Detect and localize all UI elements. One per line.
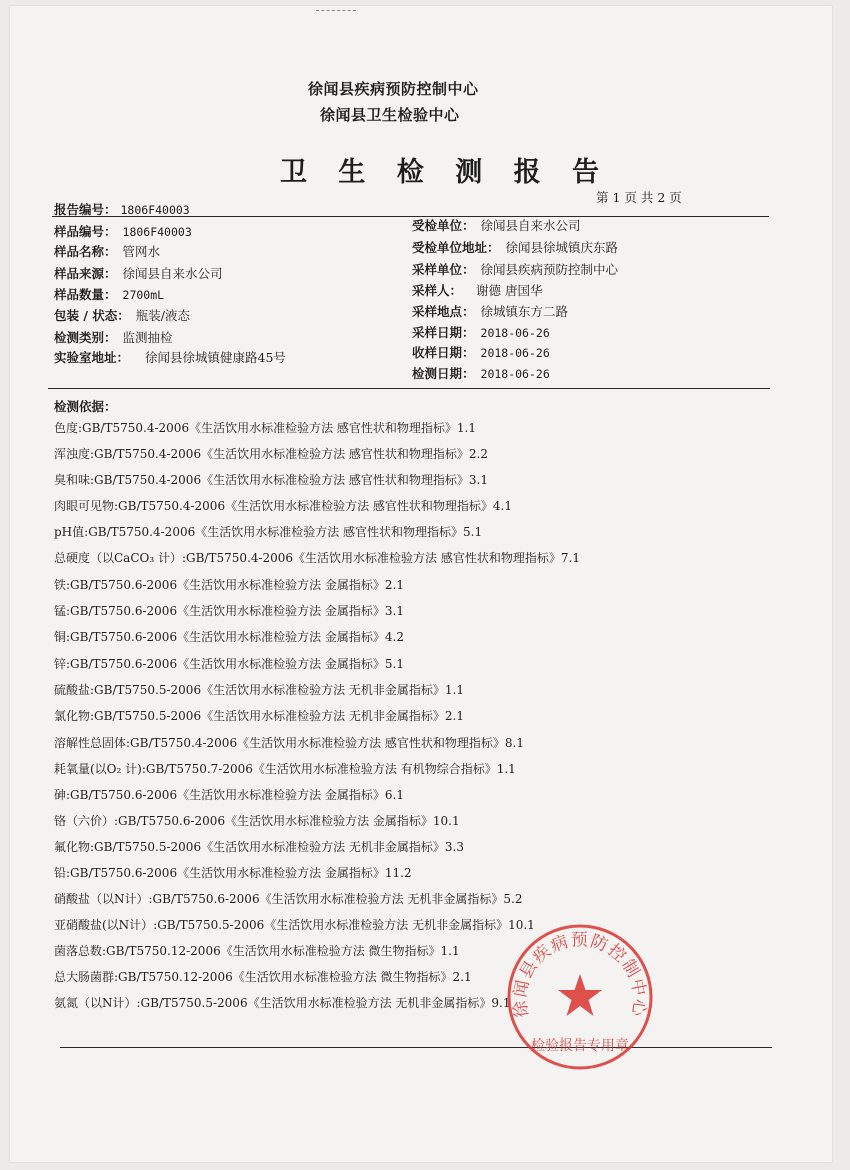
field-value: 徐闻县徐城镇庆东路 bbox=[505, 240, 619, 255]
info-field bbox=[54, 348, 286, 366]
field-label: 样品数量： bbox=[54, 287, 117, 302]
org-name-primary: 徐闻县疾病预防控制中心 bbox=[308, 80, 479, 98]
info-field bbox=[54, 222, 192, 240]
info-field bbox=[412, 343, 550, 361]
basis-item: 耗氧量(以O₂ 计):GB/T5750.7-2006《生活饮用水标准检验方法 有机物综合指标》1.1 bbox=[54, 762, 516, 776]
field-value: 瓶装/液态 bbox=[135, 308, 190, 323]
info-field bbox=[54, 264, 223, 282]
field-value: 2018-06-26 bbox=[480, 326, 550, 340]
basis-item: 总硬度（以CaCO₃ 计）:GB/T5750.4-2006《生活饮用水标准检验方法 感官性状和物理指标》7.1 bbox=[54, 551, 580, 565]
field-label: 受检单位地址： bbox=[412, 240, 500, 255]
basis-item: 亚硝酸盐(以N计）:GB/T5750.5-2006《生活饮用水标准检验方法 无机非金属指标》10.1 bbox=[54, 918, 535, 932]
field-value: 徐闻县徐城镇健康路45号 bbox=[145, 350, 286, 365]
info-field bbox=[412, 364, 550, 382]
basis-item: 硝酸盐（以N计）:GB/T5750.6-2006《生活饮用水标准检验方法 无机非金属指标》5.2 bbox=[54, 892, 523, 906]
field-label: 采样单位： bbox=[412, 262, 475, 277]
field-label: 受检单位： bbox=[412, 218, 475, 233]
basis-item: 铬（六价）:GB/T5750.6-2006《生活饮用水标准检验方法 金属指标》10.1 bbox=[54, 814, 460, 828]
info-field bbox=[54, 328, 173, 346]
field-value: 徐闻县自来水公司 bbox=[480, 218, 581, 233]
field-label: 样品名称： bbox=[54, 244, 117, 259]
basis-item: 氟化物:GB/T5750.5-2006《生活饮用水标准检验方法 无机非金属指标》3.3 bbox=[54, 840, 464, 854]
basis-item: 铁:GB/T5750.6-2006《生活饮用水标准检验方法 金属指标》2.1 bbox=[54, 578, 404, 592]
field-value: 谢德 唐国华 bbox=[476, 283, 543, 298]
field-value: 2018-06-26 bbox=[480, 346, 550, 360]
field-value: 管网水 bbox=[122, 244, 161, 259]
seal-inner-text: 检验报告专用章 bbox=[531, 1038, 629, 1054]
basis-item: 氨氮（以N计）:GB/T5750.5-2006《生活饮用水标准检验方法 无机非金属指标》9.1 bbox=[54, 996, 511, 1010]
info-field bbox=[412, 238, 618, 256]
report-number-label: 报告编号： bbox=[54, 202, 117, 217]
basis-item: 氯化物:GB/T5750.5-2006《生活饮用水标准检验方法 无机非金属指标》2.1 bbox=[54, 709, 464, 723]
field-label: 采样日期： bbox=[412, 325, 475, 340]
scan-mark bbox=[316, 10, 356, 11]
basis-item: 臭和味:GB/T5750.4-2006《生活饮用水标准检验方法 感官性状和物理指标》3.1 bbox=[54, 473, 488, 487]
field-value: 1806F40003 bbox=[122, 225, 192, 239]
report-number-value: 1806F40003 bbox=[120, 203, 190, 217]
basis-item: 溶解性总固体:GB/T5750.4-2006《生活饮用水标准检验方法 感官性状和物理指标》8.1 bbox=[54, 736, 524, 750]
basis-item: 砷:GB/T5750.6-2006《生活饮用水标准检验方法 金属指标》6.1 bbox=[54, 788, 404, 802]
field-value: 2700mL bbox=[122, 288, 165, 302]
seal-outer-text: 徐闻县疾病预防控制中心 bbox=[510, 930, 650, 1019]
report-title: 卫 生 检 测 报 告 bbox=[280, 157, 610, 188]
basis-item: 总大肠菌群:GB/T5750.12-2006《生活饮用水标准检验方法 微生物指标》2.1 bbox=[54, 970, 472, 984]
info-field bbox=[412, 216, 581, 234]
info-field bbox=[412, 323, 550, 341]
field-label: 样品来源： bbox=[54, 266, 117, 281]
field-label: 实验室地址： bbox=[54, 350, 130, 365]
basis-item: 浑浊度:GB/T5750.4-2006《生活饮用水标准检验方法 感官性状和物理指标》2.2 bbox=[54, 447, 488, 461]
page-info: 第 1 页 共 2 页 bbox=[596, 190, 682, 205]
basis-heading: 检测依据： bbox=[54, 399, 117, 414]
info-field bbox=[412, 302, 568, 320]
field-label: 检测日期： bbox=[412, 366, 475, 381]
basis-item: 硫酸盐:GB/T5750.5-2006《生活饮用水标准检验方法 无机非金属指标》1.1 bbox=[54, 683, 464, 697]
field-value: 2018-06-26 bbox=[480, 367, 550, 381]
field-label: 收样日期： bbox=[412, 345, 475, 360]
footer-divider bbox=[60, 1047, 772, 1048]
org-name-secondary: 徐闻县卫生检验中心 bbox=[320, 106, 460, 124]
info-field bbox=[412, 260, 618, 278]
field-label: 检测类别： bbox=[54, 330, 117, 345]
field-label: 采样人： bbox=[412, 283, 463, 298]
basis-item: 锰:GB/T5750.6-2006《生活饮用水标准检验方法 金属指标》3.1 bbox=[54, 604, 404, 618]
field-value: 徐闻县疾病预防控制中心 bbox=[480, 262, 619, 277]
info-field bbox=[412, 281, 543, 299]
basis-item: 肉眼可见物:GB/T5750.4-2006《生活饮用水标准检验方法 感官性状和物理指标》4.1 bbox=[54, 499, 512, 513]
field-label: 包装 / 状态： bbox=[54, 308, 130, 323]
info-divider bbox=[48, 388, 770, 389]
header-divider bbox=[52, 216, 769, 217]
field-label: 采样地点： bbox=[412, 304, 475, 319]
field-value: 徐闻县自来水公司 bbox=[122, 266, 223, 281]
basis-item: 锌:GB/T5750.6-2006《生活饮用水标准检验方法 金属指标》5.1 bbox=[54, 657, 404, 671]
field-value: 徐城镇东方二路 bbox=[480, 304, 569, 319]
basis-item: 铜:GB/T5750.6-2006《生活饮用水标准检验方法 金属指标》4.2 bbox=[54, 630, 404, 644]
basis-item: 菌落总数:GB/T5750.12-2006《生活饮用水标准检验方法 微生物指标》1.1 bbox=[54, 944, 460, 958]
basis-item: 铅:GB/T5750.6-2006《生活饮用水标准检验方法 金属指标》11.2 bbox=[54, 866, 412, 880]
field-label: 样品编号： bbox=[54, 224, 117, 239]
info-field bbox=[54, 306, 190, 324]
field-value: 监测抽检 bbox=[122, 330, 173, 345]
info-field bbox=[54, 242, 160, 260]
basis-item: pH值:GB/T5750.4-2006《生活饮用水标准检验方法 感官性状和物理指标》5.1 bbox=[54, 525, 483, 539]
basis-item: 色度:GB/T5750.4-2006《生活饮用水标准检验方法 感官性状和物理指标》1.1 bbox=[54, 421, 476, 435]
official-seal-icon bbox=[505, 922, 655, 1072]
info-field bbox=[54, 285, 164, 303]
